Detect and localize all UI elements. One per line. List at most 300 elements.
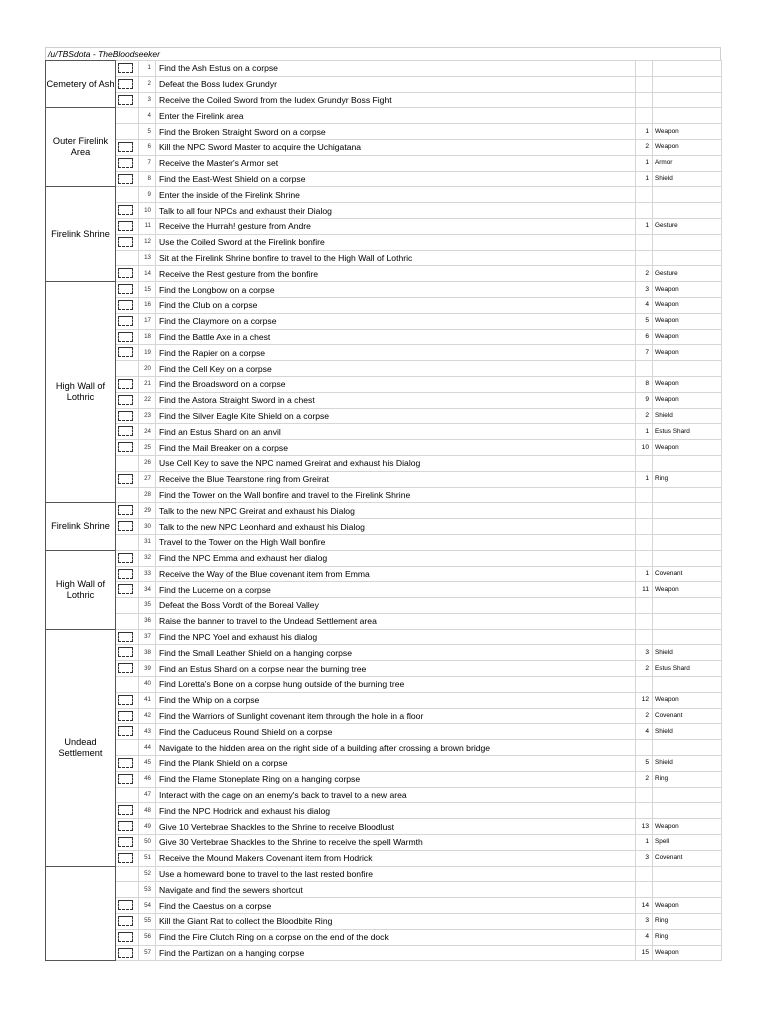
checklist-row [46,613,722,629]
checkbox-cell [116,914,139,930]
checkbox[interactable] [118,205,133,215]
row-number: 18 [139,329,156,345]
checkbox[interactable] [118,221,133,231]
row-number: 44 [139,740,156,756]
row-number: 28 [139,487,156,503]
task-text: Give 30 Vertebrae Shackles to the Shrine to receive the spell Warmth [156,835,636,851]
item-count [636,803,653,819]
checklist-row [46,850,722,866]
item-category: Shield [653,171,722,187]
item-category: Weapon [653,440,722,456]
task-text: Receive the Mound Makers Covenant item from Hodrick [156,850,636,866]
checklist-row [46,76,722,92]
checkbox-cell [116,771,139,787]
section-label [46,866,116,961]
checkbox-cell [116,313,139,329]
task-text: Defeat the Boss Iudex Grundyr [156,76,636,92]
checkbox-cell [116,708,139,724]
checklist-row [46,645,722,661]
checkbox[interactable] [118,316,133,326]
checkbox-cell [116,124,139,140]
checkbox[interactable] [118,647,133,657]
item-category: Estus Shard [653,661,722,677]
checkbox-cell [116,503,139,519]
item-count: 1 [636,218,653,234]
item-category: Weapon [653,313,722,329]
task-text: Find an Estus Shard on an anvil [156,424,636,440]
checkbox-cell [116,724,139,740]
row-number: 37 [139,629,156,645]
item-count: 1 [636,171,653,187]
checkbox-cell [116,598,139,614]
checkbox-cell [116,108,139,124]
checklist-row [46,61,722,77]
item-count: 11 [636,582,653,598]
task-text: Find the Longbow on a corpse [156,282,636,298]
item-count: 2 [636,771,653,787]
checkbox[interactable] [118,837,133,847]
checklist-row [46,787,722,803]
item-category [653,250,722,266]
row-number: 19 [139,345,156,361]
task-text: Navigate and find the sewers shortcut [156,882,636,898]
task-text: Enter the Firelink area [156,108,636,124]
checkbox-cell [116,297,139,313]
checklist-row [46,898,722,914]
checkbox-cell [116,440,139,456]
checkbox-cell [116,203,139,219]
checkbox-cell [116,345,139,361]
row-number: 12 [139,234,156,250]
checkbox-cell [116,250,139,266]
item-category [653,613,722,629]
item-count [636,361,653,377]
item-count: 12 [636,692,653,708]
task-text: Find the Caestus on a corpse [156,898,636,914]
item-count [636,598,653,614]
row-number: 8 [139,171,156,187]
item-category [653,740,722,756]
item-count: 9 [636,392,653,408]
checklist-row [46,139,722,155]
checklist-row [46,803,722,819]
task-text: Find the NPC Yoel and exhaust his dialog [156,629,636,645]
row-number: 49 [139,819,156,835]
item-category [653,234,722,250]
checkbox[interactable] [118,948,133,958]
checkbox-cell [116,487,139,503]
item-count: 1 [636,835,653,851]
row-number: 47 [139,787,156,803]
item-count: 2 [636,139,653,155]
item-count [636,866,653,882]
item-category [653,550,722,566]
checklist-row [46,929,722,945]
item-count [636,108,653,124]
checkbox[interactable] [118,821,133,831]
item-category [653,361,722,377]
checkbox[interactable] [118,284,133,294]
checklist-row [46,835,722,851]
checklist-row [46,882,722,898]
checkbox-cell [116,787,139,803]
task-text: Find the Fire Clutch Ring on a corpse on the end of the dock [156,929,636,945]
checkbox-cell [116,361,139,377]
row-number: 24 [139,424,156,440]
checkbox[interactable] [118,63,133,73]
item-count: 2 [636,408,653,424]
task-text: Find the Partizan on a hanging corpse [156,945,636,961]
checklist-row [46,771,722,787]
checkbox-cell [116,92,139,108]
checklist-row [46,692,722,708]
row-number: 53 [139,882,156,898]
item-count: 6 [636,329,653,345]
task-text: Talk to the new NPC Greirat and exhaust his Dialog [156,503,636,519]
checklist-row [46,218,722,234]
item-count: 5 [636,313,653,329]
row-number: 2 [139,76,156,92]
checkbox[interactable] [118,584,133,594]
item-category [653,677,722,693]
item-count [636,613,653,629]
section-label: Outer Firelink Area [46,108,116,187]
item-count [636,787,653,803]
item-count [636,882,653,898]
checklist-row [46,155,722,171]
checklist-row [46,345,722,361]
checkbox[interactable] [118,726,133,736]
checkbox[interactable] [118,916,133,926]
row-number: 32 [139,550,156,566]
item-count: 1 [636,155,653,171]
task-text: Travel to the Tower on the High Wall bonfire [156,534,636,550]
checkbox[interactable] [118,442,133,452]
row-number: 46 [139,771,156,787]
checkbox-cell [116,534,139,550]
item-count: 1 [636,124,653,140]
checkbox-cell [116,803,139,819]
checkbox[interactable] [118,805,133,815]
checkbox[interactable] [118,900,133,910]
checkbox[interactable] [118,426,133,436]
task-text: Find the Warriors of Sunlight covenant item through the hole in a floor [156,708,636,724]
checkbox-cell [116,139,139,155]
item-category: Armor [653,155,722,171]
checkbox-cell [116,171,139,187]
row-number: 33 [139,566,156,582]
item-count: 10 [636,440,653,456]
item-category: Weapon [653,582,722,598]
row-number: 7 [139,155,156,171]
checklist-row [46,424,722,440]
checklist-row [46,661,722,677]
checkbox[interactable] [118,379,133,389]
task-text: Receive the Rest gesture from the bonfire [156,266,636,282]
row-number: 38 [139,645,156,661]
checkbox-cell [116,550,139,566]
item-category: Covenant [653,566,722,582]
item-category [653,866,722,882]
checkbox-cell [116,645,139,661]
checkbox[interactable] [118,932,133,942]
row-number: 51 [139,850,156,866]
checklist-row [46,234,722,250]
checkbox-cell [116,740,139,756]
task-text: Find the East-West Shield on a corpse [156,171,636,187]
checkbox-cell [116,408,139,424]
item-count: 5 [636,756,653,772]
item-category [653,598,722,614]
item-category [653,92,722,108]
row-number: 52 [139,866,156,882]
checkbox[interactable] [118,663,133,673]
item-count [636,455,653,471]
checkbox[interactable] [118,758,133,768]
task-text: Find the NPC Hodrick and exhaust his dialog [156,803,636,819]
item-category: Weapon [653,819,722,835]
row-number: 35 [139,598,156,614]
checkbox[interactable] [118,711,133,721]
item-count: 15 [636,945,653,961]
task-text: Find the Flame Stoneplate Ring on a hanging corpse [156,771,636,787]
checkbox[interactable] [118,158,133,168]
item-category: Ring [653,929,722,945]
row-number: 4 [139,108,156,124]
checkbox-cell [116,424,139,440]
checkbox-cell [116,882,139,898]
checklist-row [46,756,722,772]
item-count: 1 [636,471,653,487]
item-count [636,61,653,77]
checkbox-cell [116,234,139,250]
checkbox[interactable] [118,505,133,515]
task-text: Receive the Blue Tearstone ring from Greirat [156,471,636,487]
item-category [653,787,722,803]
sheet-header: /u/TBSdota - TheBloodseeker [45,47,721,60]
checkbox-cell [116,898,139,914]
checkbox[interactable] [118,411,133,421]
checkbox[interactable] [118,142,133,152]
item-count [636,203,653,219]
task-text: Find the Broken Straight Sword on a corpse [156,124,636,140]
checkbox-cell [116,613,139,629]
checklist-row [46,282,722,298]
item-category [653,487,722,503]
row-number: 42 [139,708,156,724]
checklist-row [46,740,722,756]
item-count [636,740,653,756]
item-count: 13 [636,819,653,835]
checkbox[interactable] [118,853,133,863]
task-text: Interact with the cage on an enemy's back to travel to a new area [156,787,636,803]
checkbox[interactable] [118,553,133,563]
task-text: Find the Ash Estus on a corpse [156,61,636,77]
checkbox[interactable] [118,774,133,784]
task-text: Sit at the Firelink Shrine bonfire to travel to the High Wall of Lothric [156,250,636,266]
row-number: 36 [139,613,156,629]
checklist-row [46,487,722,503]
item-count: 3 [636,914,653,930]
item-count [636,677,653,693]
item-count [636,550,653,566]
task-text: Receive the Master's Armor set [156,155,636,171]
row-number: 40 [139,677,156,693]
item-count [636,76,653,92]
item-count: 2 [636,708,653,724]
checklist-row [46,914,722,930]
row-number: 43 [139,724,156,740]
task-text: Find the Claymore on a corpse [156,313,636,329]
checkbox-cell [116,329,139,345]
row-number: 27 [139,471,156,487]
item-count: 2 [636,266,653,282]
task-text: Use a homeward bone to travel to the last rested bonfire [156,866,636,882]
checkbox-cell [116,376,139,392]
checkbox-cell [116,282,139,298]
row-number: 56 [139,929,156,945]
task-text: Receive the Coiled Sword from the Iudex Grundyr Boss Fight [156,92,636,108]
checklist-row [46,945,722,961]
checkbox[interactable] [118,237,133,247]
checklist-row [46,503,722,519]
checkbox[interactable] [118,521,133,531]
item-category [653,882,722,898]
checkbox-cell [116,392,139,408]
checkbox[interactable] [118,79,133,89]
checklist-row [46,297,722,313]
checklist-row [46,124,722,140]
checklist-row [46,250,722,266]
item-category: Covenant [653,708,722,724]
task-text: Enter the inside of the Firelink Shrine [156,187,636,203]
checklist-row [46,724,722,740]
row-number: 11 [139,218,156,234]
checkbox-cell [116,929,139,945]
checkbox[interactable] [118,174,133,184]
item-category: Weapon [653,124,722,140]
checklist-row [46,708,722,724]
checklist-row [46,171,722,187]
item-category: Weapon [653,297,722,313]
checkbox[interactable] [118,268,133,278]
task-text: Find the Cell Key on a corpse [156,361,636,377]
checkbox[interactable] [118,300,133,310]
item-count: 8 [636,376,653,392]
checklist-row [46,440,722,456]
item-count: 3 [636,850,653,866]
row-number: 25 [139,440,156,456]
row-number: 16 [139,297,156,313]
section-label: Firelink Shrine [46,187,116,282]
item-count [636,503,653,519]
task-text: Find the NPC Emma and exhaust her dialog [156,550,636,566]
item-category: Shield [653,408,722,424]
checkbox-cell [116,76,139,92]
task-text: Find Loretta's Bone on a corpse hung outside of the burning tree [156,677,636,693]
row-number: 14 [139,266,156,282]
row-number: 41 [139,692,156,708]
task-text: Find the Plank Shield on a corpse [156,756,636,772]
checkbox[interactable] [118,332,133,342]
row-number: 9 [139,187,156,203]
item-category: Weapon [653,376,722,392]
checklist-row [46,313,722,329]
checklist-table [45,60,722,961]
item-count: 4 [636,929,653,945]
task-text: Talk to all four NPCs and exhaust their Dialog [156,203,636,219]
item-count: 14 [636,898,653,914]
checkbox-cell [116,835,139,851]
item-category [653,455,722,471]
checkbox-cell [116,155,139,171]
checkbox[interactable] [118,95,133,105]
item-category [653,187,722,203]
row-number: 34 [139,582,156,598]
checkbox-cell [116,455,139,471]
checkbox-cell [116,187,139,203]
checklist-row [46,677,722,693]
task-text: Use Cell Key to save the NPC named Greirat and exhaust his Dialog [156,455,636,471]
checkbox-cell [116,819,139,835]
item-count: 1 [636,566,653,582]
item-category [653,519,722,535]
row-number: 3 [139,92,156,108]
task-text: Find the Caduceus Round Shield on a corpse [156,724,636,740]
item-count: 4 [636,297,653,313]
checklist-row [46,866,722,882]
checkbox-cell [116,866,139,882]
item-category [653,534,722,550]
checkbox-cell [116,61,139,77]
checkbox-cell [116,471,139,487]
item-category [653,803,722,819]
row-number: 23 [139,408,156,424]
row-number: 50 [139,835,156,851]
item-count [636,250,653,266]
task-text: Find the Battle Axe in a chest [156,329,636,345]
checkbox-cell [116,519,139,535]
task-text: Kill the Giant Rat to collect the Bloodbite Ring [156,914,636,930]
item-category: Covenant [653,850,722,866]
checklist-row [46,629,722,645]
checkbox[interactable] [118,695,133,705]
checkbox[interactable] [118,474,133,484]
row-number: 39 [139,661,156,677]
checklist-row [46,108,722,124]
task-text: Raise the banner to travel to the Undead Settlement area [156,613,636,629]
item-category: Ring [653,471,722,487]
checkbox[interactable] [118,632,133,642]
item-category: Weapon [653,345,722,361]
item-count: 3 [636,282,653,298]
row-number: 21 [139,376,156,392]
checkbox[interactable] [118,347,133,357]
checkbox[interactable] [118,395,133,405]
row-number: 1 [139,61,156,77]
section-label: Undead Settlement [46,629,116,866]
checkbox-cell [116,566,139,582]
item-category: Weapon [653,139,722,155]
checklist-row [46,519,722,535]
checklist-row [46,582,722,598]
row-number: 30 [139,519,156,535]
row-number: 13 [139,250,156,266]
checkbox[interactable] [118,569,133,579]
item-count [636,487,653,503]
checklist-row [46,203,722,219]
section-label: Firelink Shrine [46,503,116,550]
